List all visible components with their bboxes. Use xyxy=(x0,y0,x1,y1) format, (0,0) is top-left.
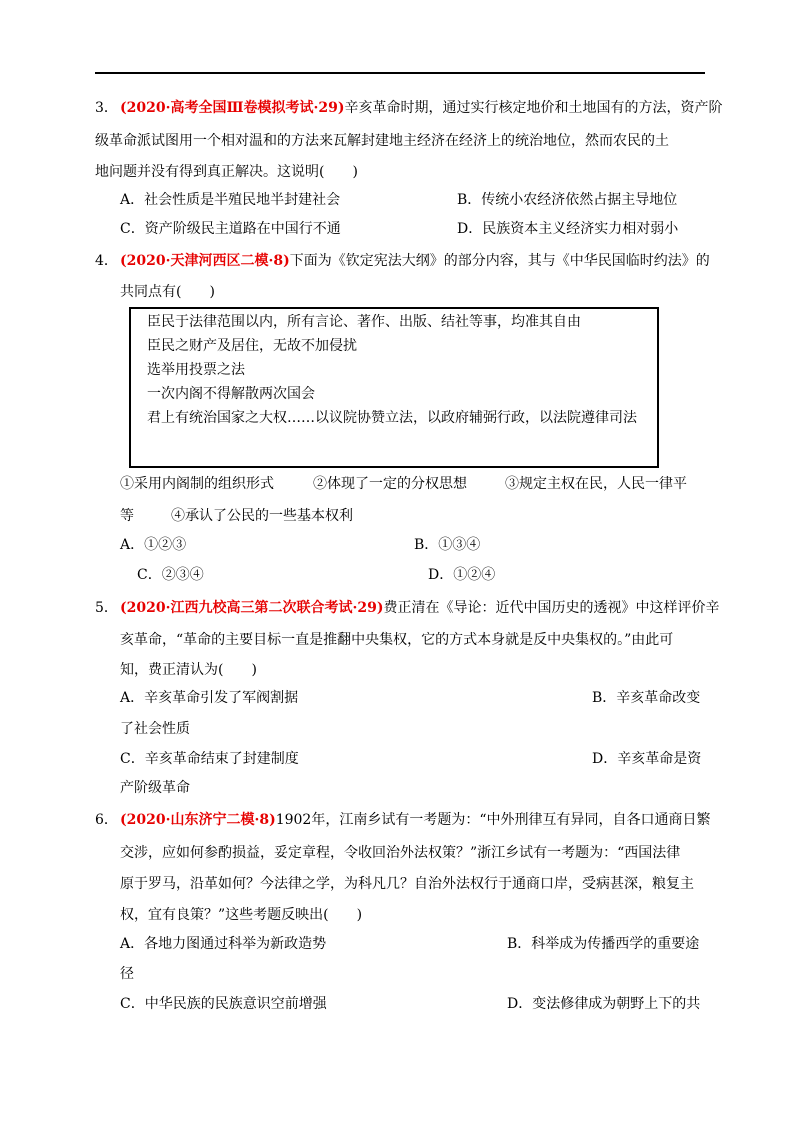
q3-line-3: 地问题并没有得到真正解决。这说明( ) xyxy=(95,164,358,180)
q6-option-d: D．变法修律成为朝野上下的共 xyxy=(507,996,701,1012)
q4-statement-4: ④承认了公民的一些基本权利 xyxy=(171,508,353,524)
q6-option-b: B．科举成为传播西学的重要途 xyxy=(507,936,700,952)
q5-option-a: A．辛亥革命引发了军阀割据 xyxy=(120,690,299,706)
q4-line-2: 共同点有( ) xyxy=(120,284,215,300)
q4-option-a: A．①②③ xyxy=(120,537,187,553)
q5-line-1: (2020·江西九校高三第二次联合考试·29)费正清在《导论：近代中国历史的透视》中这样评价辛 xyxy=(120,600,720,616)
quote-box xyxy=(129,307,659,468)
q4-option-c: C．②③④ xyxy=(137,567,204,583)
q3-option-d: D．民族资本主义经济实力相对弱小 xyxy=(457,221,679,237)
q6-line-2: 交涉，应如何参酌损益，妥定章程，令收回治外法权策？”浙江乡试有一考题为：“西国法律 xyxy=(120,845,681,861)
q6-line-1: (2020·山东济宁二模·8)1902年，江南乡试有一考题为：“中外刑律互有异同，自各口通商日繁 xyxy=(120,812,711,828)
q3-line-1: (2020·高考全国Ⅲ卷模拟考试·29)辛亥革命时期，通过实行核定地价和土地国有的方法，资产阶 xyxy=(120,100,723,116)
q6-line-3: 原于罗马，沿革如何？今法律之学，为科凡几？自治外法权行于通商口岸，受病甚深，粮复主 xyxy=(120,876,694,892)
q3-option-b: B．传统小农经济依然占据主导地位 xyxy=(457,192,678,208)
q4-statement-2: ②体现了一定的分权思想 xyxy=(313,476,467,492)
q4-option-d: D．①②④ xyxy=(428,567,496,583)
q5-line-3: 知，费正清认为( ) xyxy=(120,662,257,678)
q5-option-d: D．辛亥革命是资 xyxy=(592,751,702,767)
q3-number: 3． xyxy=(95,100,118,116)
q5-number: 5． xyxy=(95,600,118,616)
q5-option-c: C．辛亥革命结束了封建制度 xyxy=(120,751,299,767)
header-rule xyxy=(95,72,705,74)
q5-option-b: B．辛亥革命改变 xyxy=(592,690,701,706)
q4-statement-3: ③规定主权在民，人民一律平 xyxy=(505,476,687,492)
quote-line: 君上有统治国家之大权……以议院协赞立法，以政府辅弼行政，以法院遵律司法 xyxy=(147,410,637,426)
q3-option-c: C．资产阶级民主道路在中国行不通 xyxy=(120,221,341,237)
q6-source: (2020·山东济宁二模·8) xyxy=(120,812,276,828)
q6-option-b-cont: 径 xyxy=(120,966,134,982)
quote-line: 选举用投票之法 xyxy=(147,362,245,378)
q6-line-4: 权，宜有良策？”这些考题反映出( ) xyxy=(120,907,363,923)
q4-line-1: (2020·天津河西区二模·8)下面为《钦定宪法大纲》的部分内容，其与《中华民国临时约法》的 xyxy=(120,253,710,269)
q5-option-b-cont: 了社会性质 xyxy=(120,721,190,737)
q5-option-d-cont: 产阶级革命 xyxy=(120,780,190,796)
q4-statement-cont: 等 xyxy=(120,508,134,524)
q4-number: 4． xyxy=(95,253,118,269)
q4-option-b: B．①③④ xyxy=(414,537,481,553)
q6-option-a: A．各地力图通过科举为新政造势 xyxy=(120,936,327,952)
quote-line: 臣民之财产及居住，无故不加侵扰 xyxy=(147,338,357,354)
q5-source: (2020·江西九校高三第二次联合考试·29) xyxy=(120,600,384,616)
q3-option-a: A．社会性质是半殖民地半封建社会 xyxy=(120,192,341,208)
q3-source: (2020·高考全国Ⅲ卷模拟考试·29) xyxy=(120,100,345,116)
q6-option-c: C．中华民族的民族意识空前增强 xyxy=(120,996,327,1012)
q4-statement-1: ①采用内阁制的组织形式 xyxy=(120,476,274,492)
quote-line: 臣民于法律范围以内，所有言论、著作、出版、结社等事，均准其自由 xyxy=(147,314,581,330)
q5-line-2: 亥革命，“革命的主要目标一直是推翻中央集权，它的方式本身就是反中央集权的。”由此可 xyxy=(120,632,674,648)
q4-source: (2020·天津河西区二模·8) xyxy=(120,253,290,269)
q6-number: 6． xyxy=(95,812,118,828)
q3-line-2: 级革命派试图用一个相对温和的方法来瓦解封建地主经济在经济上的统治地位，然而农民的土 xyxy=(95,133,669,149)
quote-line: 一次内阁不得解散两次国会 xyxy=(147,386,315,402)
